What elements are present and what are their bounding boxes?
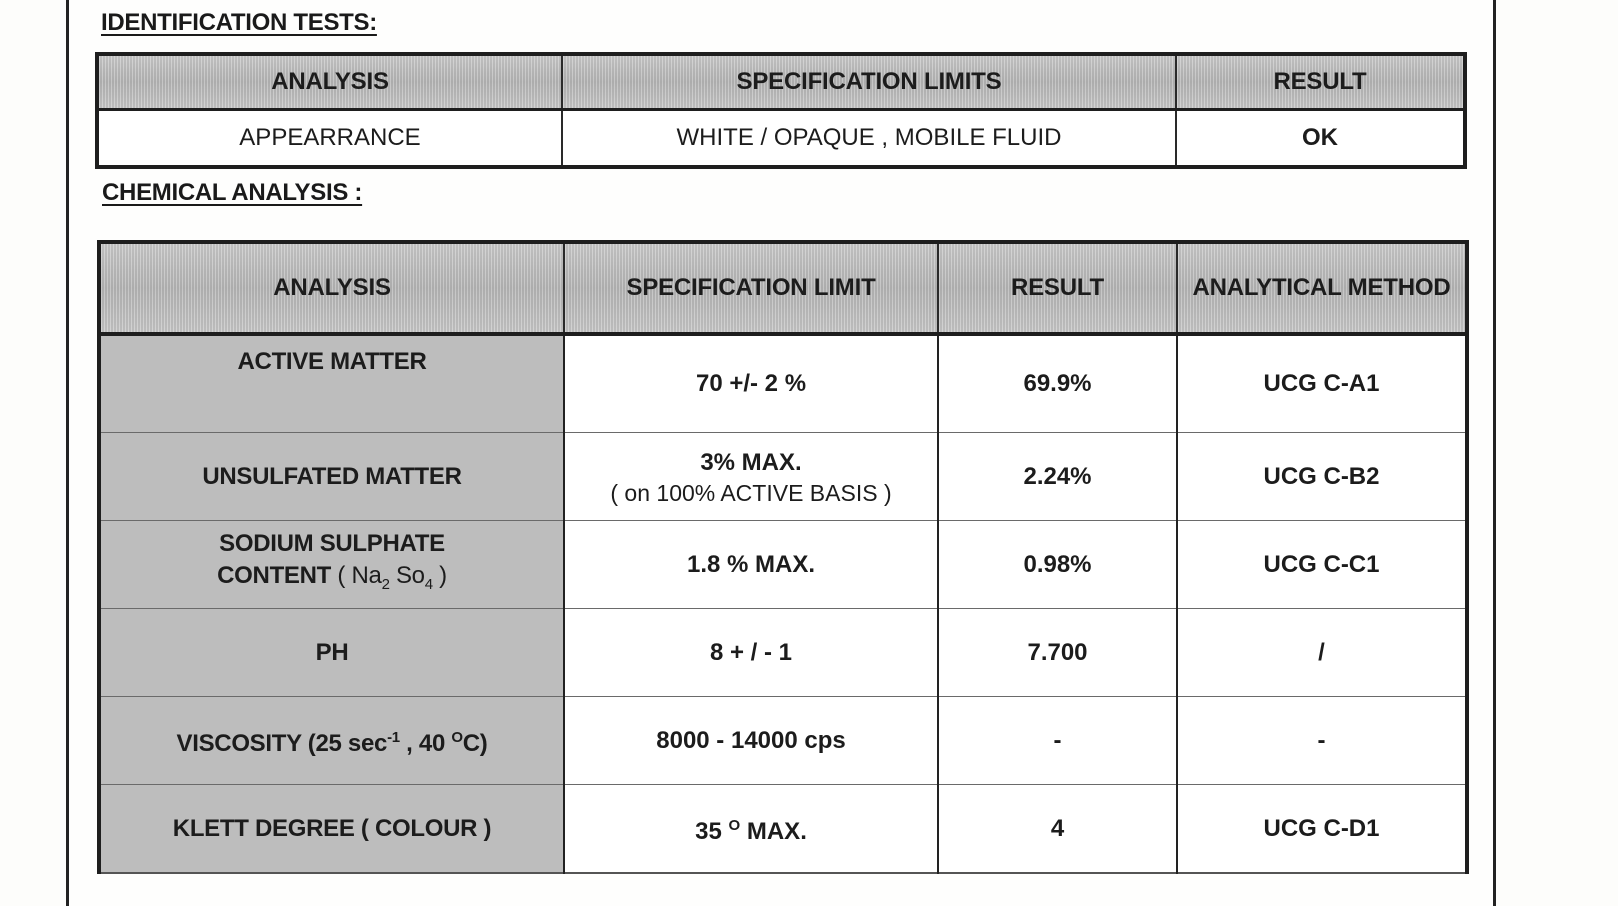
- table-row: [99, 609, 1467, 697]
- table-row: [99, 433, 1467, 521]
- analysis-text: C): [462, 729, 488, 757]
- table-header-row: [97, 54, 1465, 110]
- analysis-text: VISCOSITY (25 sec: [176, 729, 388, 757]
- chemical-analysis-table: [97, 240, 1469, 874]
- cell-result: 0.98%: [938, 521, 1177, 609]
- cell-method: /: [1177, 609, 1467, 697]
- spec-note: ( on 100% ACTIVE BASIS ): [610, 479, 892, 506]
- cell-analysis: [99, 697, 564, 785]
- cell-spec: WHITE / OPAQUE , MOBILE FLUID: [562, 110, 1176, 168]
- chemical-formula: [331, 562, 447, 593]
- analysis-line-2: CONTENT: [217, 562, 332, 590]
- cell-spec: 70 +/- 2 %: [564, 334, 938, 433]
- identification-tests-table: [95, 52, 1467, 169]
- cell-analysis: PH: [99, 609, 564, 697]
- cell-method: UCG C-B2: [1177, 433, 1467, 521]
- degree-superscript: O: [728, 816, 741, 834]
- table-row: [99, 521, 1467, 609]
- formula-subscript: 2: [381, 575, 390, 593]
- formula-part: ): [432, 562, 447, 590]
- analysis-text: , 40: [399, 729, 452, 757]
- cell-result: 7.700: [938, 609, 1177, 697]
- cell-spec: [564, 785, 938, 874]
- cell-analysis: UNSULFATED MATTER: [99, 433, 564, 521]
- table-header-row: [99, 242, 1467, 334]
- table-row: [99, 334, 1467, 433]
- analysis-line-1: SODIUM SULPHATE: [219, 530, 445, 558]
- header-analysis: ANALYSIS: [97, 54, 562, 110]
- cell-result: 2.24%: [938, 433, 1177, 521]
- spec-text: MAX.: [740, 817, 807, 845]
- cell-result: 4: [938, 785, 1177, 874]
- cell-method: UCG C-A1: [1177, 334, 1467, 433]
- cell-result: -: [938, 697, 1177, 785]
- spec-value: 3% MAX.: [700, 448, 802, 476]
- header-specification-limit: SPECIFICATION LIMIT: [564, 242, 938, 334]
- cell-analysis: [99, 521, 564, 609]
- cell-method: -: [1177, 697, 1467, 785]
- table-row: [97, 110, 1465, 168]
- chemical-analysis-heading: CHEMICAL ANALYSIS :: [102, 179, 363, 206]
- cell-analysis: ACTIVE MATTER: [99, 334, 564, 433]
- cell-spec: 1.8 % MAX.: [564, 521, 938, 609]
- header-analytical-method: ANALYTICAL METHOD: [1177, 242, 1467, 334]
- header-analysis: ANALYSIS: [99, 242, 564, 334]
- formula-part: So: [389, 562, 425, 590]
- table-row: [99, 697, 1467, 785]
- cell-spec: 8 + / - 1: [564, 609, 938, 697]
- cell-analysis: APPEARRANCE: [97, 110, 562, 168]
- header-specification-limits: SPECIFICATION LIMITS: [562, 54, 1176, 110]
- spec-text: 35: [695, 817, 729, 845]
- cell-analysis: KLETT DEGREE ( COLOUR ): [99, 785, 564, 874]
- table-row: [99, 785, 1467, 874]
- header-result: RESULT: [938, 242, 1177, 334]
- cell-result: OK: [1176, 110, 1465, 168]
- cell-method: UCG C-D1: [1177, 785, 1467, 874]
- cell-result: 69.9%: [938, 334, 1177, 433]
- identification-tests-heading: IDENTIFICATION TESTS:: [101, 9, 377, 36]
- formula-subscript: 4: [424, 575, 433, 593]
- cell-spec: [564, 433, 938, 521]
- superscript: -1: [387, 728, 400, 746]
- formula-part: ( Na: [331, 562, 382, 590]
- cell-spec: 8000 - 14000 cps: [564, 697, 938, 785]
- degree-superscript: O: [451, 728, 463, 746]
- header-result: RESULT: [1176, 54, 1465, 110]
- cell-method: UCG C-C1: [1177, 521, 1467, 609]
